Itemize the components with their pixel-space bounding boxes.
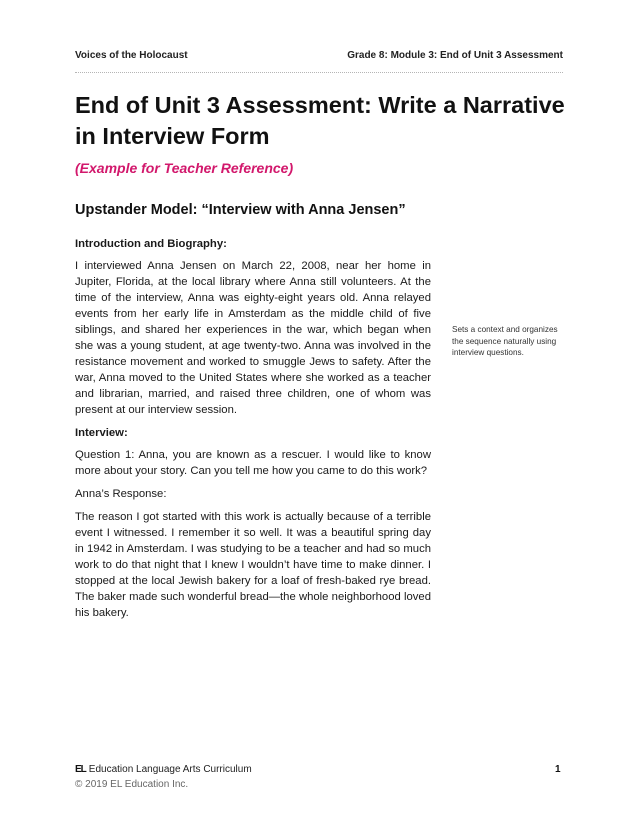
header-module-title: Voices of the Holocaust bbox=[75, 50, 188, 61]
el-logo-icon: EL bbox=[75, 764, 86, 775]
page-title: End of Unit 3 Assessment: Write a Narrative in Interview Form bbox=[75, 92, 565, 149]
footer-brand-text: Education Language Arts Curriculum bbox=[88, 764, 252, 775]
footer-copyright: © 2019 EL Education Inc. bbox=[75, 779, 189, 790]
header-grade-module: Grade 8: Module 3: End of Unit 3 Assessment bbox=[347, 50, 563, 61]
header-divider bbox=[75, 72, 563, 73]
interview-heading: Interview: bbox=[75, 427, 128, 439]
page-subtitle: (Example for Teacher Reference) bbox=[75, 160, 294, 176]
page-header bbox=[75, 50, 563, 61]
response-1: The reason I got started with this work is actually because of a terrible event I witnessed. I remember it so well. It was a beautiful spring day in 1942 in Amsterdam. I was studying to be a teacher and had so much work to do that night that I knew I wouldn’t have time to make dinner. I stopped at the local Jewish bakery for a loaf of fresh-baked rye bread. The baker made such wonderful bread—the whole neighborhood loved his bakery. bbox=[75, 511, 431, 619]
footer-brand bbox=[75, 764, 252, 775]
model-heading: Upstander Model: “Interview with Anna Jensen” bbox=[75, 202, 406, 218]
page-number: 1 bbox=[555, 764, 561, 775]
response-label: Anna’s Response: bbox=[75, 488, 167, 500]
question-1: Question 1: Anna, you are known as a rescuer. I would like to know more about your story. Can you tell me how you came to do this work? bbox=[75, 449, 431, 477]
margin-note: Sets a context and organizes the sequence naturally using interview questions. bbox=[452, 325, 558, 357]
intro-heading: Introduction and Biography: bbox=[75, 238, 227, 250]
intro-paragraph: I interviewed Anna Jensen on March 22, 2008, near her home in Jupiter, Florida, at the local library where Anna still volunteers. At the time of the interview, Anna was eighty-eight years old. Anna relayed events from her early life in Amsterdam as the middle child of five siblings, and shared her experiences in the war, which began when she was a young student, at age twenty-two. Anna was involved in the resistance movement and worked to smuggle Jews to safety. After the war, Anna moved to the United States where she worked as a teacher and librarian, married, and raised three children, one of whom was present at our interview session. bbox=[75, 260, 431, 416]
main-content bbox=[75, 236, 431, 628]
